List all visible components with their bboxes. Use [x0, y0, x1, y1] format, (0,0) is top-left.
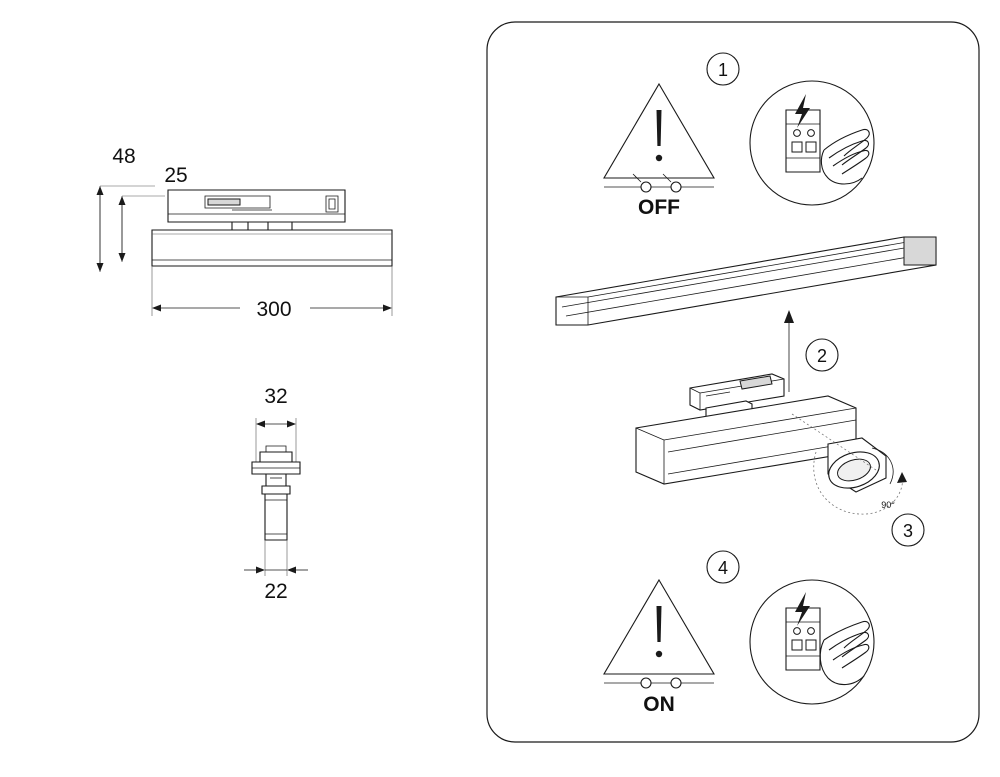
side-view-drawing: [97, 186, 393, 316]
breaker-detail-on: [750, 580, 874, 704]
step-4-switch-label: ON: [643, 693, 675, 716]
breaker-detail-off: [750, 81, 874, 205]
dim-width-bottom-label: 22: [264, 580, 288, 603]
step-3-number: 3: [902, 521, 914, 541]
step-1-switch-label: OFF: [638, 196, 680, 219]
end-view-drawing: [244, 418, 308, 576]
step-4-number: 4: [717, 558, 729, 578]
rotation-angle-label: 90°: [881, 500, 895, 510]
dim-height-body-label: 25: [164, 164, 188, 187]
step-2-number: 2: [816, 346, 828, 366]
dim-height-total-label: 48: [112, 145, 136, 168]
step-1-number: 1: [717, 60, 729, 80]
step-3-group: [892, 514, 924, 546]
dim-width-top-label: 32: [264, 385, 288, 408]
dim-length-label: 300: [256, 298, 292, 321]
